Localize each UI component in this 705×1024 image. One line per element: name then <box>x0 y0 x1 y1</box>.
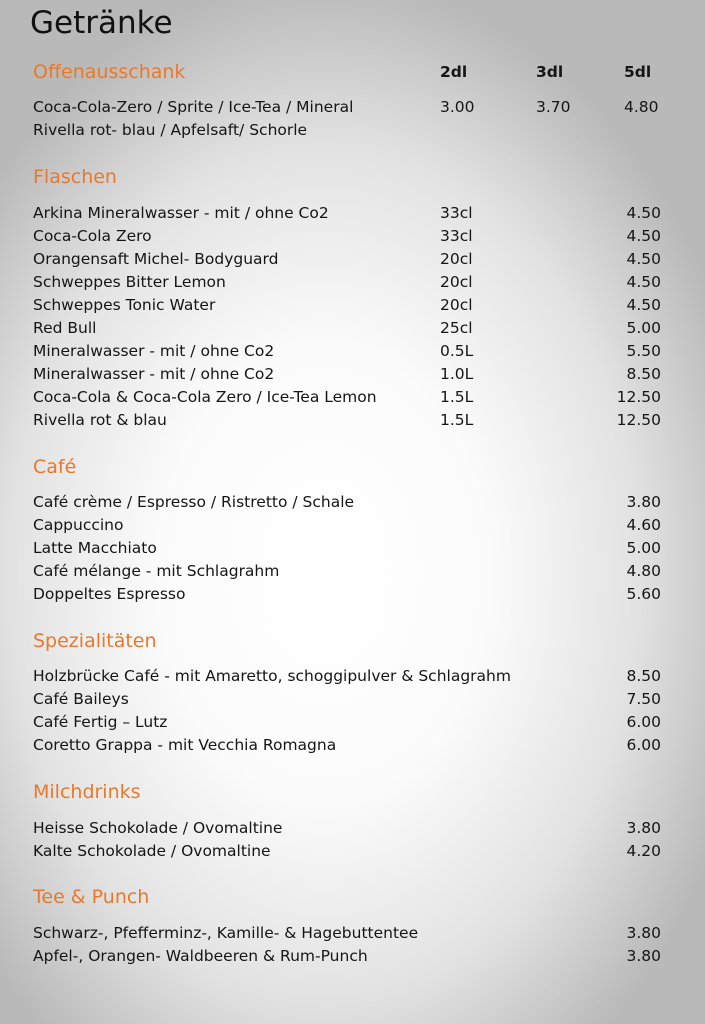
list-item <box>33 294 663 317</box>
list-item <box>33 922 663 945</box>
section-heading-milchdrinks: Milchdrinks <box>33 781 141 803</box>
list-item <box>33 514 663 537</box>
list-item <box>33 363 663 386</box>
item-price: 5.60 <box>626 585 661 603</box>
item-price: 3.80 <box>626 947 661 965</box>
item-size: 20cl <box>440 273 473 291</box>
item-price-5dl: 4.80 <box>624 98 659 116</box>
list-item <box>33 119 663 142</box>
item-name: Coca-Cola Zero <box>33 227 152 245</box>
section-heading-cafe: Café <box>33 456 77 478</box>
list-item <box>33 537 663 560</box>
item-size: 33cl <box>440 227 473 245</box>
item-price: 8.50 <box>626 667 661 685</box>
section-heading-offenausschank: Offenausschank <box>33 61 186 83</box>
item-price: 3.80 <box>626 924 661 942</box>
list-item <box>33 665 663 688</box>
list-item <box>33 560 663 583</box>
item-price: 7.50 <box>626 690 661 708</box>
item-price: 4.50 <box>626 296 661 314</box>
item-price: 6.00 <box>626 736 661 754</box>
item-name: Heisse Schokolade / Ovomaltine <box>33 819 283 837</box>
item-price: 4.80 <box>626 562 661 580</box>
item-name: Coca-Cola-Zero / Sprite / Ice-Tea / Mineral <box>33 98 354 116</box>
item-price: 4.50 <box>626 227 661 245</box>
item-price: 3.80 <box>626 819 661 837</box>
list-item <box>33 817 663 840</box>
item-name: Mineralwasser - mit / ohne Co2 <box>33 365 275 383</box>
item-size: 1.0L <box>440 365 474 383</box>
list-item <box>33 317 663 340</box>
list-item <box>33 271 663 294</box>
item-price: 8.50 <box>626 365 661 383</box>
item-name: Latte Macchiato <box>33 539 157 557</box>
list-item <box>33 409 663 432</box>
page-title: Getränke <box>30 5 173 41</box>
section-heading-flaschen: Flaschen <box>33 166 117 188</box>
list-item <box>33 711 663 734</box>
item-name: Orangensaft Michel- Bodyguard <box>33 250 279 268</box>
list-item <box>33 945 663 968</box>
item-size: 33cl <box>440 204 473 222</box>
item-name: Café crème / Espresso / Ristretto / Schale <box>33 493 355 511</box>
column-header-3dl: 3dl <box>536 63 564 81</box>
item-name: Café Fertig – Lutz <box>33 713 168 731</box>
item-price: 12.50 <box>616 411 661 429</box>
column-header-5dl: 5dl <box>624 63 652 81</box>
item-name: Kalte Schokolade / Ovomaltine <box>33 842 271 860</box>
item-name: Schweppes Tonic Water <box>33 296 216 314</box>
item-price: 3.80 <box>626 493 661 511</box>
item-name: Holzbrücke Café - mit Amaretto, schoggipulver & Schlagrahm <box>33 667 511 685</box>
item-price: 4.50 <box>626 250 661 268</box>
list-item <box>33 583 663 606</box>
item-size: 1.5L <box>440 411 474 429</box>
item-name: Coca-Cola & Coca-Cola Zero / Ice-Tea Lemon <box>33 388 377 406</box>
list-item <box>33 202 663 225</box>
item-name: Schwarz-, Pfefferminz-, Kamille- & Hagebuttentee <box>33 924 419 942</box>
item-name: Doppeltes Espresso <box>33 585 186 603</box>
column-header-2dl: 2dl <box>440 63 468 81</box>
list-item <box>33 248 663 271</box>
item-price-3dl: 3.70 <box>536 98 571 116</box>
list-item <box>33 491 663 514</box>
item-size: 20cl <box>440 296 473 314</box>
list-item <box>33 840 663 863</box>
item-price: 5.50 <box>626 342 661 360</box>
item-name: Café mélange - mit Schlagrahm <box>33 562 280 580</box>
item-size: 20cl <box>440 250 473 268</box>
item-name: Rivella rot & blau <box>33 411 167 429</box>
item-price: 6.00 <box>626 713 661 731</box>
item-price: 5.00 <box>626 319 661 337</box>
item-name: Schweppes Bitter Lemon <box>33 273 226 291</box>
item-name: Apfel-, Orangen- Waldbeeren & Rum-Punch <box>33 947 368 965</box>
column-headers <box>33 61 663 84</box>
section-heading-spezialitaeten: Spezialitäten <box>33 630 157 652</box>
item-price: 4.60 <box>626 516 661 534</box>
list-item <box>33 688 663 711</box>
item-price-2dl: 3.00 <box>440 98 475 116</box>
item-name: Arkina Mineralwasser - mit / ohne Co2 <box>33 204 329 222</box>
section-heading-tee-punch: Tee & Punch <box>33 886 150 908</box>
list-item <box>33 386 663 409</box>
item-size: 0.5L <box>440 342 474 360</box>
list-item <box>33 340 663 363</box>
item-size: 25cl <box>440 319 473 337</box>
item-price: 4.50 <box>626 204 661 222</box>
item-name: Mineralwasser - mit / ohne Co2 <box>33 342 275 360</box>
list-item <box>33 734 663 757</box>
item-price: 4.50 <box>626 273 661 291</box>
item-price: 5.00 <box>626 539 661 557</box>
item-name: Rivella rot- blau / Apfelsaft/ Schorle <box>33 121 308 139</box>
item-price: 4.20 <box>626 842 661 860</box>
list-item <box>33 225 663 248</box>
list-item <box>33 96 663 119</box>
item-name: Cappuccino <box>33 516 124 534</box>
item-name: Red Bull <box>33 319 97 337</box>
item-name: Coretto Grappa - mit Vecchia Romagna <box>33 736 337 754</box>
item-price: 12.50 <box>616 388 661 406</box>
item-size: 1.5L <box>440 388 474 406</box>
item-name: Café Baileys <box>33 690 129 708</box>
